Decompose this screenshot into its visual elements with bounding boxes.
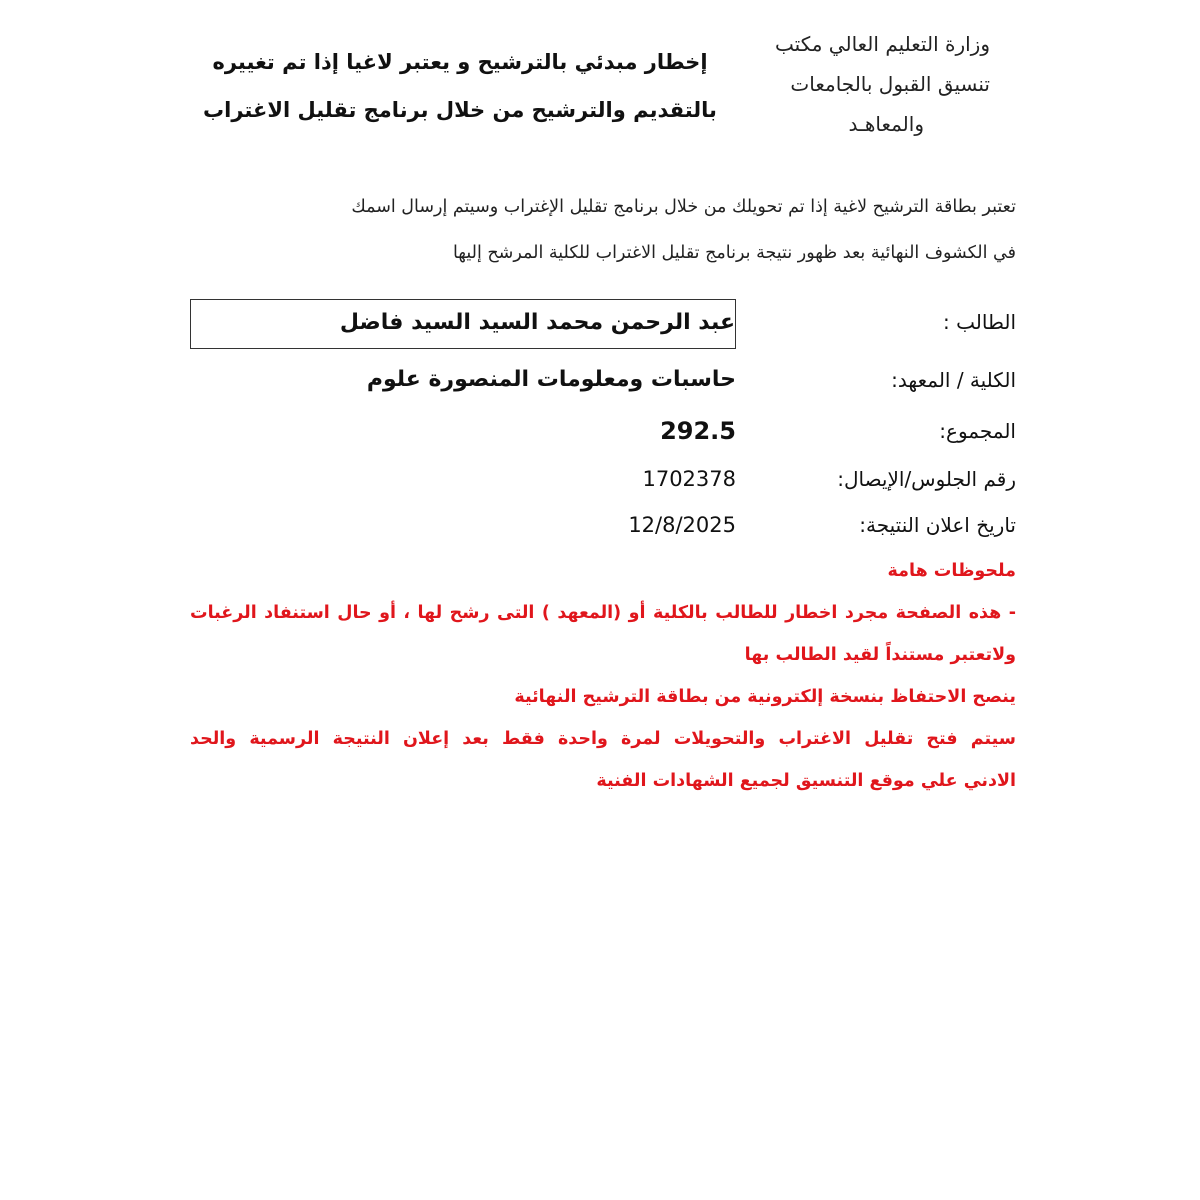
faculty-row <box>190 355 1016 405</box>
note-line: الادني علي موقع التنسيق لجميع الشهادات الفنية <box>596 771 1016 791</box>
seat-number-value: 1702378 <box>642 467 736 491</box>
faculty-label: الكلية / المعهد: <box>891 368 1016 392</box>
note-line: ينصح الاحتفاظ بنسخة إلكترونية من بطاقة الترشيح النهائية <box>514 687 1016 707</box>
result-date-label: تاريخ اعلان النتيجة: <box>859 513 1016 537</box>
seat-number-row <box>190 454 1016 504</box>
important-notes <box>190 550 1016 802</box>
student-name-box: عبد الرحمن محمد السيد السيد فاضل <box>190 299 736 349</box>
note-line: ولاتعتبر مستنداً لقيد الطالب بها <box>744 645 1016 665</box>
intro-line: في الكشوف النهائية بعد ظهور نتيجة برنامج تقليل الاغتراب للكلية المرشح إليها <box>452 243 1016 263</box>
result-date-row <box>190 500 1016 550</box>
result-date-value: 12/8/2025 <box>628 513 736 537</box>
notice-title-line: بالتقديم والترشيح من خلال برنامج تقليل الاغتراب <box>203 98 717 122</box>
total-label: المجموع: <box>939 419 1016 443</box>
student-label: الطالب : <box>943 310 1016 334</box>
total-value: 292.5 <box>660 417 736 445</box>
ministry-line: وزارة التعليم العالي مكتب <box>775 32 990 56</box>
intro-paragraph <box>190 184 1016 276</box>
faculty-value: حاسبات ومعلومات المنصورة علوم <box>366 367 736 392</box>
intro-line: تعتبر بطاقة الترشيح لاغية إذا تم تحويلك من خلال برنامج تقليل الإغتراب وسيتم إرسال اسمك <box>351 197 1016 217</box>
notice-title-line: إخطار مبدئي بالترشيح و يعتبر لاغيا إذا تم تغييره <box>212 50 708 74</box>
ministry-line: تنسيق القبول بالجامعات <box>790 72 990 96</box>
notes-heading: ملحوظات هامة <box>887 561 1016 581</box>
total-row <box>190 406 1016 456</box>
seat-number-label: رقم الجلوس/الإيصال: <box>837 467 1016 491</box>
notice-title <box>200 38 720 134</box>
ministry-line: والمعاهـد <box>848 112 924 136</box>
note-line: - هذه الصفحة مجرد اخطار للطالب بالكلية أو (المعهد ) التى رشح لها ، أو حال استنفاد الرغبات <box>190 603 1016 623</box>
ministry-header <box>750 24 990 144</box>
note-line: سيتم فتح تقليل الاغتراب والتحويلات لمرة واحدة فقط بعد إعلان النتيجة الرسمية والحد <box>190 729 1016 749</box>
student-row <box>190 297 1016 347</box>
